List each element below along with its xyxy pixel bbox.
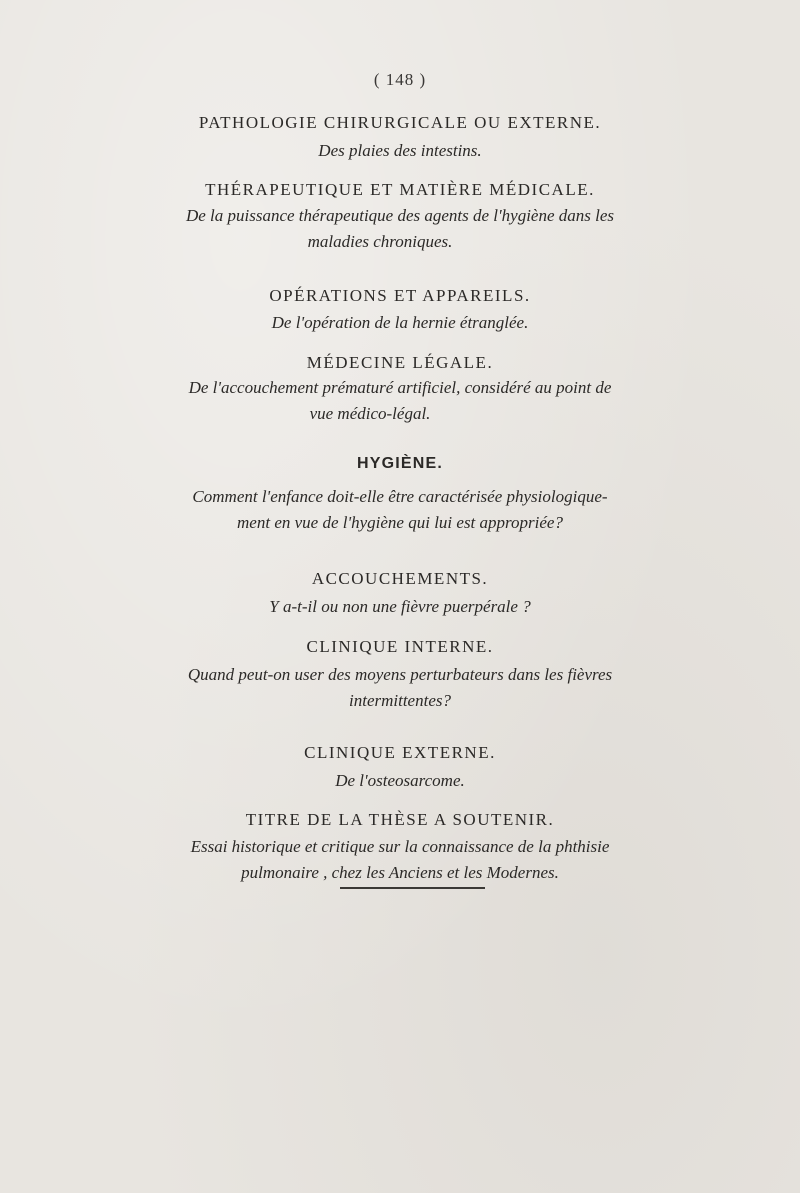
- section-heading-pathologie: PATHOLOGIE CHIRURGICALE OU EXTERNE.: [198, 113, 602, 132]
- section-subject-clinique-interne: [0, 662, 800, 714]
- subject-line: vue médico-légal.: [309, 404, 431, 423]
- subject-line: Des plaies des intestins.: [318, 141, 482, 160]
- section-heading-titre-these: TITRE DE LA THÈSE A SOUTENIR.: [245, 810, 555, 829]
- section-heading-operations: OPÉRATIONS ET APPAREILS.: [269, 286, 531, 305]
- subject-line: De la puissance thérapeutique des agents de l'hygiène dans les: [185, 206, 615, 225]
- section-heading-therapeutique: THÉRAPEUTIQUE ET MATIÈRE MÉDICALE.: [205, 180, 595, 199]
- subject-line: Y a-t-il ou non une fièvre puerpérale ?: [269, 597, 531, 616]
- section-subject-operations: [0, 310, 800, 336]
- section-heading-accouchements: ACCOUCHEMENTS.: [311, 569, 489, 588]
- section-heading-clinique-externe: CLINIQUE EXTERNE.: [304, 743, 496, 762]
- subject-line: Essai historique et critique sur la connaissance de la phthisie: [190, 837, 610, 856]
- subject-line: ment en vue de l'hygiène qui lui est appropriée?: [237, 513, 563, 532]
- section-heading-hygiene: HYGIÈNE.: [356, 455, 444, 472]
- subject-line: De l'accouchement prématuré artificiel, considéré au point de: [188, 378, 612, 397]
- subject-line: De l'osteosarcome.: [335, 771, 465, 790]
- section-subject-therapeutique: [0, 203, 800, 255]
- subject-line: De l'opération de la hernie étranglée.: [271, 313, 529, 332]
- section-subject-titre-these: [0, 834, 800, 886]
- subject-line: Quand peut-on user des moyens perturbateurs dans les fièvres: [187, 665, 613, 684]
- closing-rule: [340, 887, 485, 889]
- section-heading-medecine-legale: MÉDECINE LÉGALE.: [306, 353, 494, 372]
- section-subject-clinique-externe: [0, 768, 800, 794]
- subject-line: maladies chroniques.: [307, 232, 453, 251]
- section-subject-accouchements: [0, 594, 800, 620]
- subject-line: intermittentes?: [349, 691, 451, 710]
- section-subject-hygiene: [0, 484, 800, 536]
- section-subject-medecine-legale: [0, 375, 800, 427]
- section-heading-clinique-interne: CLINIQUE INTERNE.: [306, 637, 494, 656]
- page-number: ( 148 ): [373, 70, 427, 89]
- subject-line: pulmonaire , chez les Anciens et les Modernes.: [241, 863, 559, 882]
- section-subject-pathologie: [0, 138, 800, 164]
- subject-line: Comment l'enfance doit-elle être caractérisée physiologique-: [192, 487, 608, 506]
